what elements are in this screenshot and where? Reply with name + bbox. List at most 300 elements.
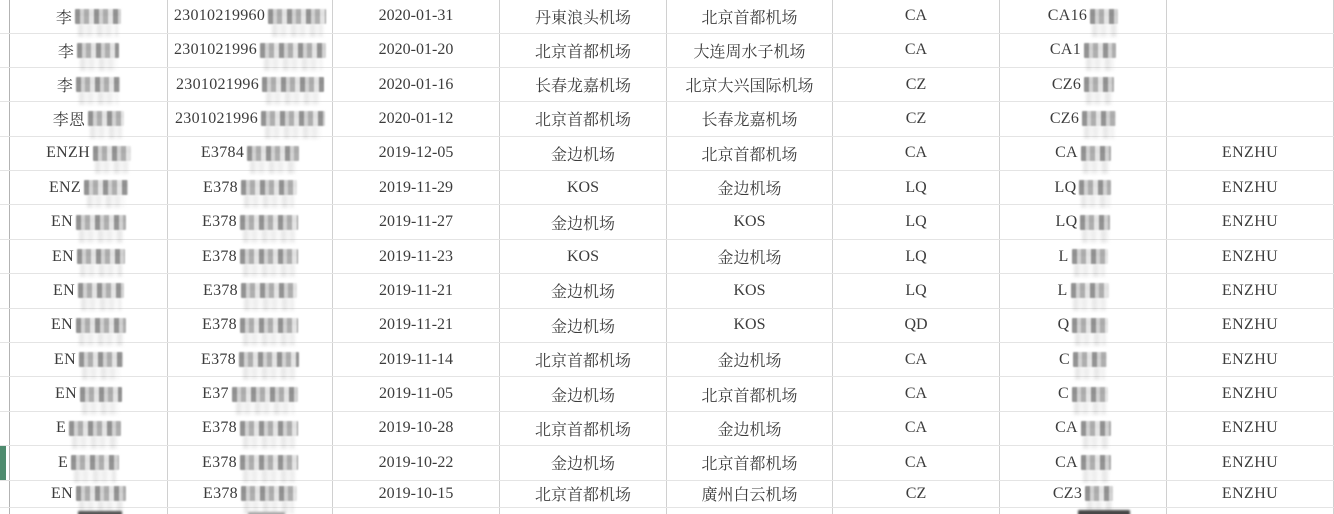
date-cell xyxy=(333,481,500,507)
redacted-blur xyxy=(247,146,299,161)
name-cell xyxy=(10,137,168,170)
redacted-blur xyxy=(93,146,131,161)
flight-number-text: L xyxy=(1058,247,1069,265)
airline-code-cell xyxy=(833,171,1000,204)
passenger-tag-cell xyxy=(1167,0,1334,33)
row-margin xyxy=(0,68,10,101)
date-cell xyxy=(333,508,500,514)
name-cell xyxy=(10,205,168,238)
redacted-blur xyxy=(1081,421,1111,436)
flight-number-cell xyxy=(1000,240,1167,273)
redacted-blur xyxy=(79,352,123,367)
flight-date-text: 2019-11-14 xyxy=(378,350,454,368)
flight-date-text: 2019-11-21 xyxy=(378,281,454,299)
departure-airport-text: 金边机场 xyxy=(550,318,615,336)
name-cell xyxy=(10,240,168,273)
id-number-text: E378 xyxy=(203,281,238,299)
redacted-blur xyxy=(84,180,128,195)
name-text: EN xyxy=(53,281,75,299)
arrival-airport-cell xyxy=(667,377,833,410)
passenger-tag-text: ENZHU xyxy=(1221,178,1279,196)
passenger-tag-cell xyxy=(1167,102,1334,135)
arrival-airport-text: 廣州白云机场 xyxy=(701,487,798,505)
passenger-tag-text: ENZHU xyxy=(1221,316,1279,334)
flight-date-text: 2019-10-28 xyxy=(378,419,454,437)
arrival-airport-cell xyxy=(667,240,833,273)
airline-code-text: CA xyxy=(904,7,928,25)
passenger-tag-text: ENZHU xyxy=(1221,453,1279,471)
redacted-blur xyxy=(80,387,122,402)
airline-code-cell xyxy=(833,309,1000,342)
id-number-cell xyxy=(168,205,333,238)
redacted-blur xyxy=(88,111,124,126)
date-cell xyxy=(333,205,500,238)
name-text: 李 xyxy=(55,9,73,27)
redacted-blur xyxy=(268,9,326,24)
id-number-text: E378 xyxy=(203,178,238,196)
flight-number-cell xyxy=(1000,68,1167,101)
row-margin xyxy=(0,274,10,307)
flight-date-text: 2019-10-22 xyxy=(378,453,454,471)
flight-date-text: 2020-01-16 xyxy=(378,75,454,93)
row-selection-marker xyxy=(0,446,6,479)
flight-number-text: LQ xyxy=(1055,213,1078,231)
departure-airport-text: KOS xyxy=(566,247,599,265)
name-cell xyxy=(10,0,168,33)
id-number-cell xyxy=(168,446,333,479)
table-row[interactable] xyxy=(0,34,1334,68)
flight-number-text: CZ3 xyxy=(1052,484,1083,502)
id-number-text: E378 xyxy=(202,419,237,437)
flight-number-cell xyxy=(1000,412,1167,445)
name-text: EN xyxy=(51,316,73,334)
passenger-tag-text: ENZHU xyxy=(1221,247,1279,265)
airline-code-text: LQ xyxy=(905,178,927,196)
date-cell xyxy=(333,377,500,410)
id-number-cell xyxy=(168,343,333,376)
redacted-blur xyxy=(78,283,124,298)
departure-airport-cell xyxy=(500,343,667,376)
passenger-tag-text: ENZHU xyxy=(1221,350,1279,368)
name-cell xyxy=(10,343,168,376)
redacted-blur xyxy=(76,318,126,333)
name-cell xyxy=(10,377,168,410)
table-row[interactable] xyxy=(0,377,1334,411)
arrival-airport-text: 北京大兴国际机场 xyxy=(685,78,814,96)
arrival-airport-text: 北京首都机场 xyxy=(701,387,798,405)
redacted-blur xyxy=(1082,111,1116,126)
arrival-airport-cell xyxy=(667,309,833,342)
departure-airport-cell xyxy=(500,205,667,238)
airline-code-text: CA xyxy=(904,41,928,59)
passenger-tag-cell xyxy=(1167,481,1334,507)
arrival-airport-cell xyxy=(667,274,833,307)
id-number-cell xyxy=(168,34,333,67)
date-cell xyxy=(333,34,500,67)
name-text: 李 xyxy=(57,43,75,61)
arrival-airport-text: 北京首都机场 xyxy=(701,456,798,474)
airline-code-cell xyxy=(833,274,1000,307)
id-number-cell xyxy=(168,102,333,135)
table-row[interactable] xyxy=(0,205,1334,239)
date-cell xyxy=(333,412,500,445)
flight-date-text: 2019-11-21 xyxy=(378,316,454,334)
redacted-blur xyxy=(1081,455,1111,470)
date-cell xyxy=(333,446,500,479)
passenger-tag-cell xyxy=(1167,68,1334,101)
name-text: E xyxy=(55,419,67,437)
arrival-airport-text: KOS xyxy=(733,316,766,334)
passenger-tag-text: ENZHU xyxy=(1221,419,1279,437)
table-row[interactable] xyxy=(0,412,1334,446)
date-cell xyxy=(333,68,500,101)
row-margin xyxy=(0,137,10,170)
redacted-blur xyxy=(241,283,297,298)
partial-next-row xyxy=(0,508,1334,514)
flight-date-text: 2019-11-29 xyxy=(378,178,454,196)
flight-date-text: 2020-01-12 xyxy=(378,109,454,127)
redacted-blur xyxy=(1081,146,1111,161)
flight-number-text: C xyxy=(1058,385,1069,403)
departure-airport-text: 金边机场 xyxy=(550,215,615,233)
id-number-text: 2301021996 xyxy=(175,109,258,127)
redacted-blur xyxy=(69,421,121,436)
passenger-tag-cell xyxy=(1167,377,1334,410)
flight-number-cell xyxy=(1000,446,1167,479)
name-text: E xyxy=(57,453,69,471)
flight-number-text: CZ6 xyxy=(1049,109,1080,127)
name-text: 李恩 xyxy=(52,112,86,130)
id-number-cell xyxy=(168,412,333,445)
redacted-blur xyxy=(1078,510,1130,514)
id-number-text: E378 xyxy=(201,350,236,368)
airline-code-text: CA xyxy=(904,144,928,162)
departure-airport-text: 金边机场 xyxy=(550,146,615,164)
row-margin xyxy=(0,34,10,67)
redacted-blur xyxy=(75,9,121,24)
arrival-airport-cell xyxy=(667,34,833,67)
name-text: EN xyxy=(52,247,74,265)
name-text: ENZH xyxy=(46,144,90,162)
redacted-blur xyxy=(76,77,120,92)
airline-code-cell xyxy=(833,137,1000,170)
flight-number-text: CA16 xyxy=(1047,7,1088,25)
id-number-text: E378 xyxy=(203,484,238,502)
redacted-blur xyxy=(77,249,125,264)
date-cell xyxy=(333,102,500,135)
table-row[interactable] xyxy=(0,102,1334,136)
passenger-tag-cell xyxy=(1167,34,1334,67)
date-cell xyxy=(333,343,500,376)
airline-code-cell xyxy=(833,0,1000,33)
table-row[interactable] xyxy=(0,0,1334,34)
table-row[interactable] xyxy=(0,309,1334,343)
passenger-tag-text: ENZHU xyxy=(1221,144,1279,162)
id-number-cell xyxy=(168,137,333,170)
redacted-blur xyxy=(71,455,119,470)
flight-number-text: L xyxy=(1057,281,1068,299)
airline-code-text: CA xyxy=(904,419,928,437)
departure-airport-cell xyxy=(500,171,667,204)
table-row[interactable] xyxy=(0,137,1334,171)
flight-number-text: CA xyxy=(1055,144,1078,162)
departure-airport-cell xyxy=(500,377,667,410)
arrival-airport-text: 金边机场 xyxy=(717,181,782,199)
id-number-text: E3784 xyxy=(200,144,245,162)
name-text: EN xyxy=(51,213,73,231)
arrival-airport-cell xyxy=(667,508,833,514)
flight-date-text: 2019-11-27 xyxy=(378,213,454,231)
redacted-blur xyxy=(1072,387,1108,402)
name-text: EN xyxy=(54,350,76,368)
airline-code-cell xyxy=(833,102,1000,135)
passenger-tag-text: ENZHU xyxy=(1221,281,1279,299)
arrival-airport-text: 长春龙嘉机场 xyxy=(701,112,798,130)
departure-airport-text: 金边机场 xyxy=(550,387,615,405)
date-cell xyxy=(333,240,500,273)
departure-airport-cell xyxy=(500,34,667,67)
redacted-blur xyxy=(261,111,325,126)
airline-code-cell xyxy=(833,481,1000,507)
redacted-blur xyxy=(1071,283,1109,298)
table-row[interactable] xyxy=(0,68,1334,102)
redacted-blur xyxy=(1073,352,1107,367)
airline-code-cell xyxy=(833,377,1000,410)
id-number-cell xyxy=(168,0,333,33)
arrival-airport-cell xyxy=(667,102,833,135)
flight-number-cell xyxy=(1000,309,1167,342)
table-row[interactable] xyxy=(0,481,1334,508)
date-cell xyxy=(333,171,500,204)
row-margin xyxy=(0,481,10,507)
flight-number-cell xyxy=(1000,205,1167,238)
airline-code-cell xyxy=(833,34,1000,67)
redacted-blur xyxy=(262,77,324,92)
id-number-text: E37 xyxy=(202,385,229,403)
flight-number-text: LQ xyxy=(1054,178,1077,196)
flight-number-cell xyxy=(1000,0,1167,33)
redacted-blur xyxy=(240,249,298,264)
redacted-blur xyxy=(232,387,298,402)
departure-airport-text: 长春龙嘉机场 xyxy=(534,78,631,96)
arrival-airport-text: 大连周水子机场 xyxy=(693,43,806,61)
name-cell xyxy=(10,34,168,67)
arrival-airport-cell xyxy=(667,205,833,238)
date-cell xyxy=(333,309,500,342)
id-number-text: E378 xyxy=(202,316,237,334)
arrival-airport-text: 北京首都机场 xyxy=(701,146,798,164)
name-cell xyxy=(10,446,168,479)
departure-airport-text: 北京首都机场 xyxy=(534,421,631,439)
arrival-airport-text: KOS xyxy=(733,213,766,231)
flight-number-cell xyxy=(1000,137,1167,170)
departure-airport-text: 丹東浪头机场 xyxy=(534,9,631,27)
table-row[interactable] xyxy=(0,274,1334,308)
name-cell xyxy=(10,309,168,342)
id-number-text: 2301021996 xyxy=(176,75,259,93)
row-margin xyxy=(0,343,10,376)
airline-code-text: LQ xyxy=(905,213,927,231)
flight-number-cell xyxy=(1000,377,1167,410)
passenger-tag-cell xyxy=(1167,171,1334,204)
id-number-text: E378 xyxy=(202,247,237,265)
passenger-tag-cell xyxy=(1167,508,1334,514)
airline-code-text: CZ xyxy=(905,484,927,502)
airline-code-text: CA xyxy=(904,453,928,471)
passenger-tag-text: ENZHU xyxy=(1221,484,1279,502)
flight-date-text: 2019-12-05 xyxy=(378,144,454,162)
id-number-text: 2301021996 xyxy=(174,41,257,59)
name-cell xyxy=(10,481,168,507)
redacted-blur xyxy=(240,421,298,436)
redacted-blur xyxy=(1084,43,1116,58)
departure-airport-text: 北京首都机场 xyxy=(534,487,631,505)
airline-code-text: CZ xyxy=(905,109,927,127)
passenger-tag-cell xyxy=(1167,274,1334,307)
airline-code-text: LQ xyxy=(905,281,927,299)
departure-airport-cell xyxy=(500,102,667,135)
flight-date-text: 2019-11-05 xyxy=(378,385,454,403)
departure-airport-text: 金边机场 xyxy=(550,284,615,302)
passenger-tag-cell xyxy=(1167,446,1334,479)
redacted-blur xyxy=(1084,77,1114,92)
redacted-blur xyxy=(76,215,126,230)
id-number-cell xyxy=(168,377,333,410)
name-text: EN xyxy=(55,385,77,403)
departure-airport-text: 北京首都机场 xyxy=(534,43,631,61)
airline-code-cell xyxy=(833,240,1000,273)
departure-airport-cell xyxy=(500,508,667,514)
passenger-tag-cell xyxy=(1167,343,1334,376)
flight-number-cell xyxy=(1000,274,1167,307)
flight-date-text: 2020-01-31 xyxy=(378,7,454,25)
departure-airport-cell xyxy=(500,446,667,479)
passenger-tag-cell xyxy=(1167,240,1334,273)
row-margin xyxy=(0,412,10,445)
row-margin xyxy=(0,446,10,479)
id-number-text: E378 xyxy=(202,453,237,471)
airline-code-text: CZ xyxy=(905,75,927,93)
flight-number-text: CA xyxy=(1055,453,1078,471)
table-row[interactable] xyxy=(0,240,1334,274)
airline-code-cell xyxy=(833,343,1000,376)
arrival-airport-text: 金边机场 xyxy=(717,353,782,371)
passenger-tag-text: ENZHU xyxy=(1221,385,1279,403)
arrival-airport-cell xyxy=(667,343,833,376)
name-cell xyxy=(10,68,168,101)
table-row[interactable] xyxy=(0,446,1334,480)
arrival-airport-cell xyxy=(667,412,833,445)
arrival-airport-cell xyxy=(667,137,833,170)
redacted-blur xyxy=(1079,180,1111,195)
arrival-airport-cell xyxy=(667,171,833,204)
redacted-blur xyxy=(240,318,298,333)
arrival-airport-cell xyxy=(667,68,833,101)
id-number-cell xyxy=(168,240,333,273)
departure-airport-text: 北京首都机场 xyxy=(534,112,631,130)
table-row[interactable] xyxy=(0,343,1334,377)
flight-number-cell xyxy=(1000,171,1167,204)
id-number-cell xyxy=(168,481,333,507)
flight-date-text: 2019-11-23 xyxy=(378,247,454,265)
airline-code-cell xyxy=(833,68,1000,101)
flight-number-cell xyxy=(1000,34,1167,67)
airline-code-cell xyxy=(833,508,1000,514)
id-number-cell xyxy=(168,309,333,342)
redacted-blur xyxy=(240,455,298,470)
date-cell xyxy=(333,0,500,33)
departure-airport-cell xyxy=(500,274,667,307)
airline-code-text: QD xyxy=(904,316,928,334)
redacted-blur xyxy=(1072,249,1108,264)
name-cell xyxy=(10,412,168,445)
arrival-airport-cell xyxy=(667,481,833,507)
name-text: 李 xyxy=(56,78,74,96)
flight-number-cell xyxy=(1000,343,1167,376)
flight-number-text: CA xyxy=(1055,419,1078,437)
passenger-tag-cell xyxy=(1167,412,1334,445)
date-cell xyxy=(333,137,500,170)
flight-number-cell xyxy=(1000,102,1167,135)
flight-number-text: C xyxy=(1059,350,1070,368)
airline-code-cell xyxy=(833,205,1000,238)
row-margin xyxy=(0,102,10,135)
redacted-blur xyxy=(1072,318,1108,333)
passenger-tag-text: ENZHU xyxy=(1221,213,1279,231)
departure-airport-cell xyxy=(500,309,667,342)
redacted-blur xyxy=(241,486,297,501)
redacted-blur xyxy=(1080,215,1110,230)
name-text: ENZ xyxy=(48,178,81,196)
row-margin xyxy=(0,309,10,342)
name-cell xyxy=(10,102,168,135)
redacted-blur xyxy=(1090,9,1118,24)
name-cell xyxy=(10,274,168,307)
arrival-airport-text: 金边机场 xyxy=(717,421,782,439)
departure-airport-cell xyxy=(500,412,667,445)
table-row[interactable] xyxy=(0,171,1334,205)
row-margin xyxy=(0,508,10,514)
id-number-text: 23010219960 xyxy=(173,7,266,25)
arrival-airport-text: 北京首都机场 xyxy=(701,9,798,27)
arrival-airport-cell xyxy=(667,446,833,479)
redacted-blur xyxy=(77,43,119,58)
flight-date-text: 2020-01-20 xyxy=(378,41,454,59)
departure-airport-cell xyxy=(500,0,667,33)
row-margin xyxy=(0,0,10,33)
row-margin xyxy=(0,377,10,410)
departure-airport-text: 北京首都机场 xyxy=(534,353,631,371)
arrival-airport-text: KOS xyxy=(733,281,766,299)
id-number-text: E378 xyxy=(202,213,237,231)
flight-number-text: CA1 xyxy=(1049,41,1082,59)
id-number-cell xyxy=(168,68,333,101)
airline-code-text: CA xyxy=(904,385,928,403)
departure-airport-cell xyxy=(500,240,667,273)
flight-number-cell xyxy=(1000,481,1167,507)
date-cell xyxy=(333,274,500,307)
redacted-blur xyxy=(240,215,298,230)
id-number-cell xyxy=(168,171,333,204)
redacted-blur xyxy=(1085,486,1113,501)
row-margin xyxy=(0,205,10,238)
row-margin xyxy=(0,240,10,273)
arrival-airport-cell xyxy=(667,0,833,33)
airline-code-text: LQ xyxy=(905,247,927,265)
redacted-blur xyxy=(239,352,299,367)
flight-number-text: Q xyxy=(1057,316,1070,334)
flight-number-text: CZ6 xyxy=(1051,75,1082,93)
